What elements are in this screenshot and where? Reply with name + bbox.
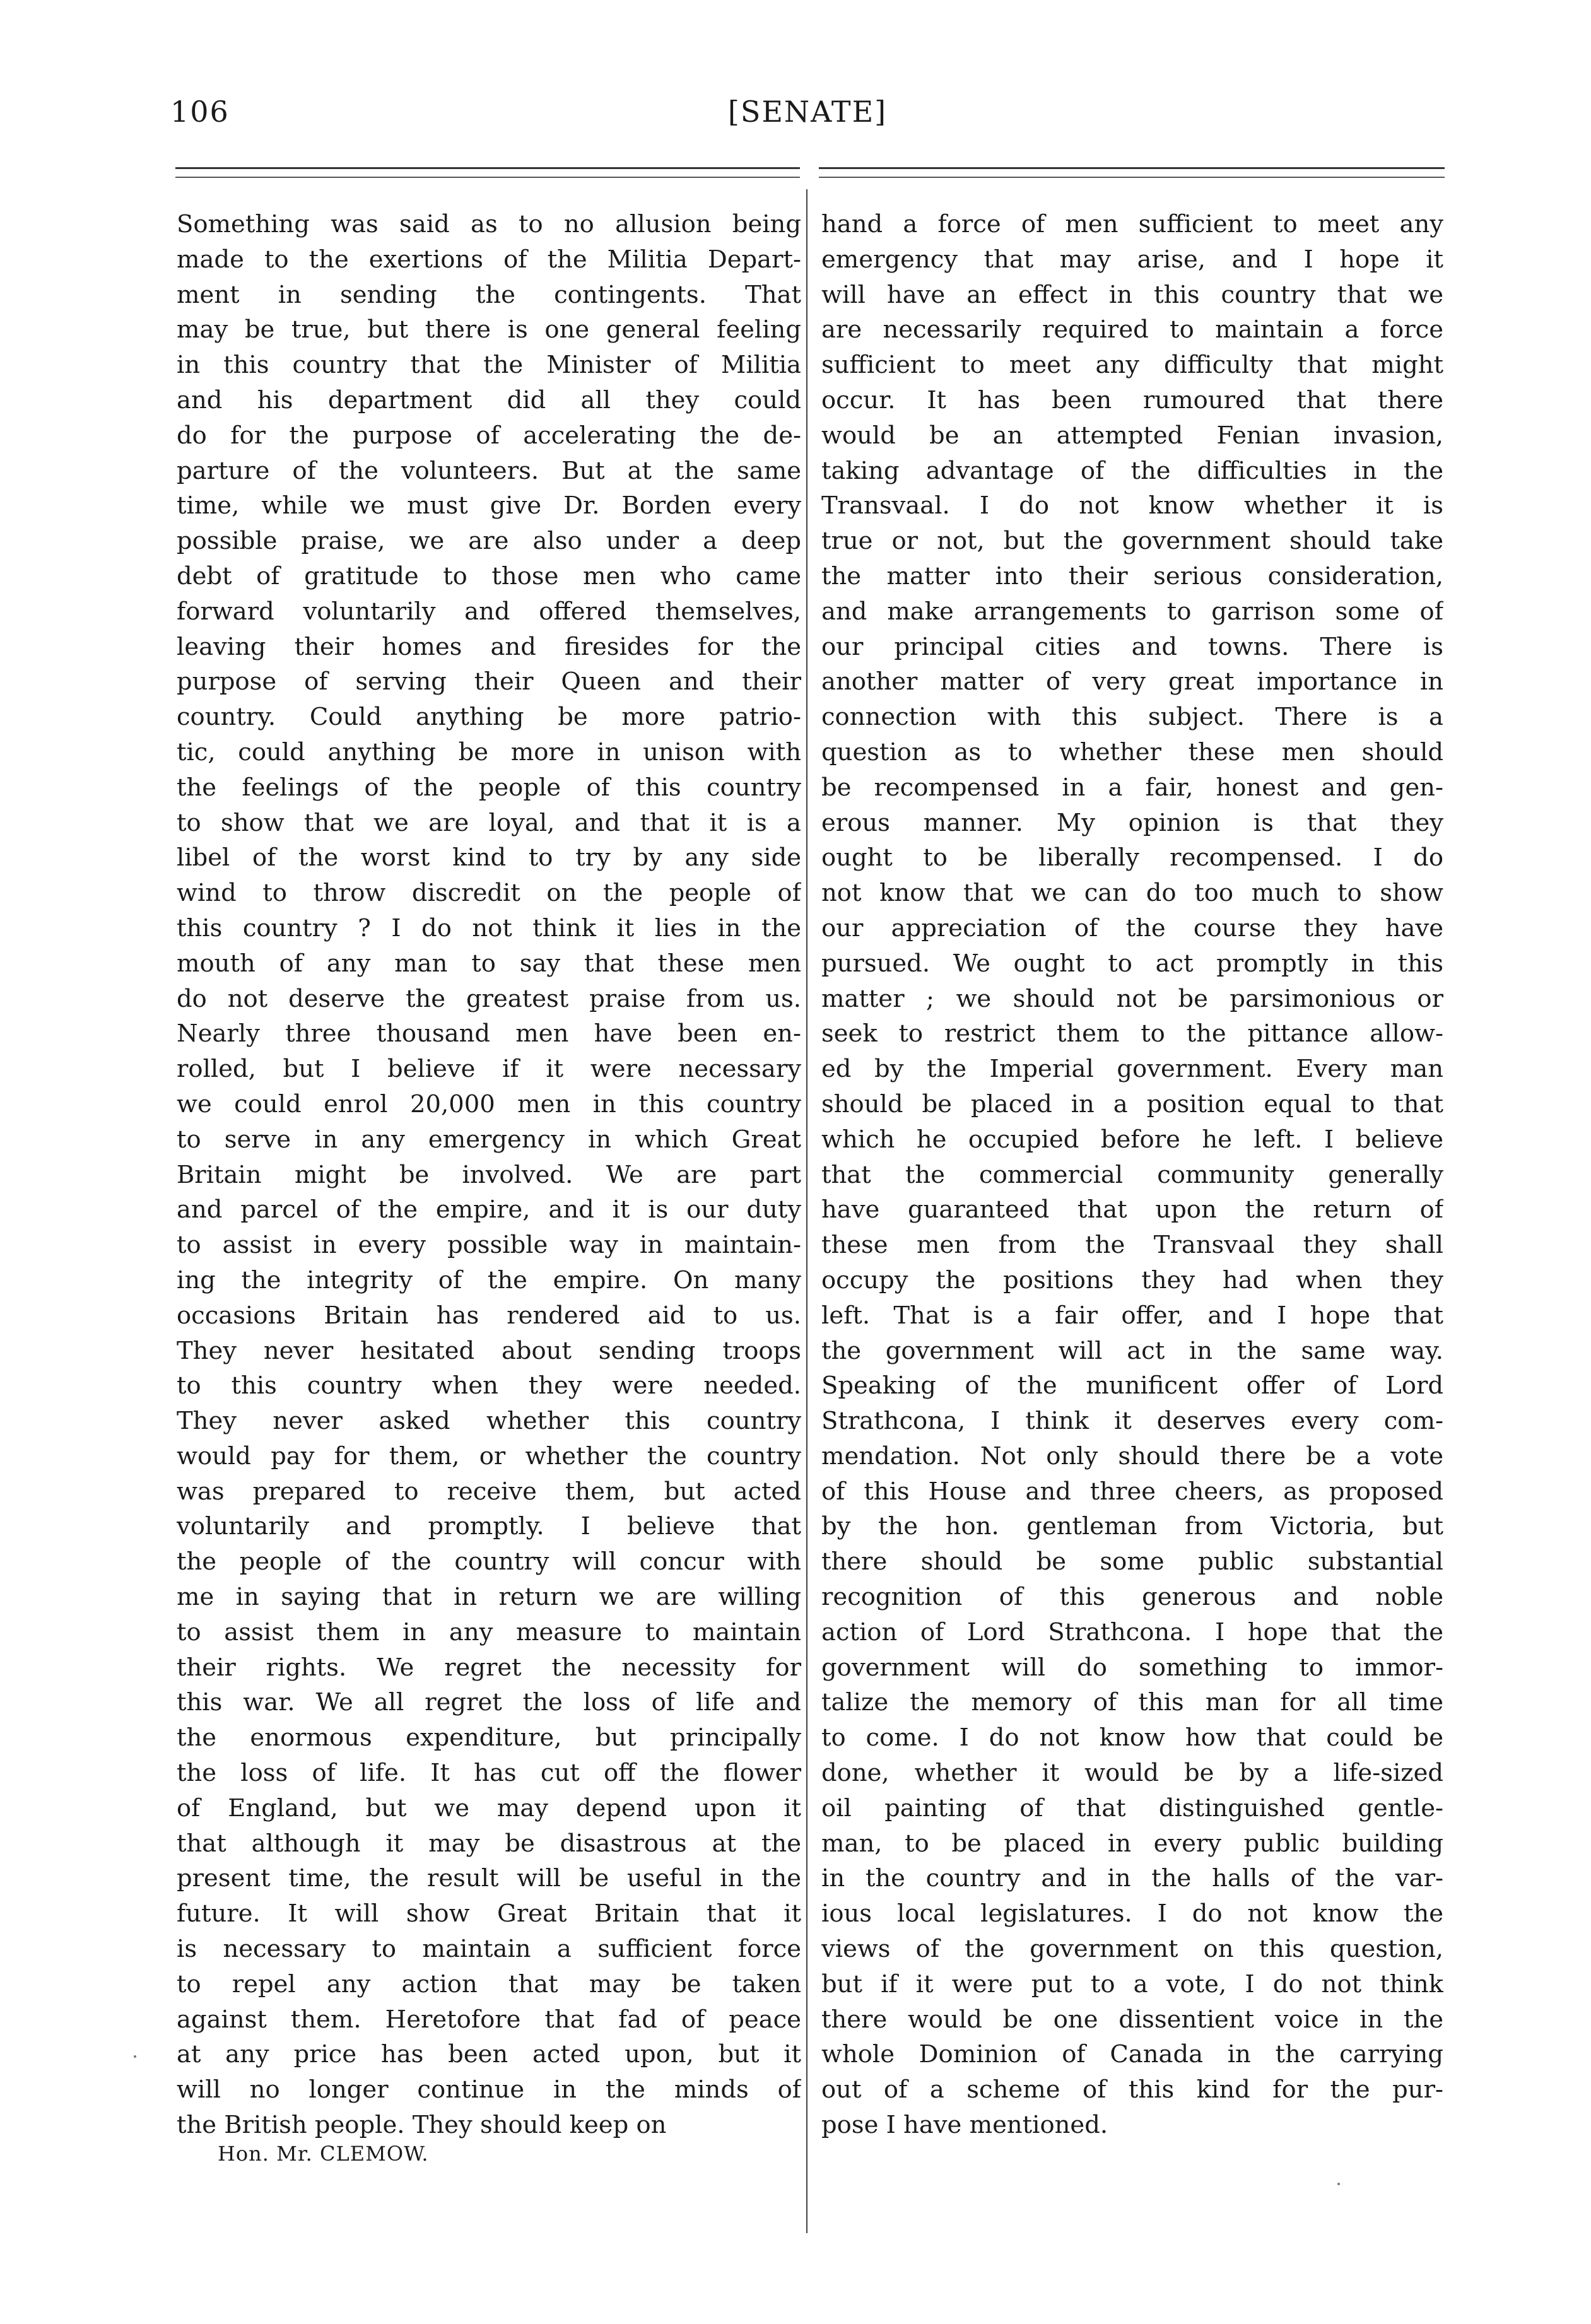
text-line: oil painting of that distinguished gentle- — [821, 1793, 1443, 1822]
text-line: forward voluntarily and offered themselves, — [177, 597, 801, 626]
text-line: will no longer continue in the minds of — [177, 2075, 801, 2104]
text-line: ing the integrity of the empire. On many — [177, 1265, 801, 1294]
speaker-footer: Hon. Mr. CLEMOW. — [218, 2142, 429, 2166]
text-line: do for the purpose of accelerating the de- — [177, 421, 801, 450]
text-line: in this country that the Minister of Militia — [177, 351, 801, 380]
text-line: which he occupied before he left. I believe — [821, 1125, 1443, 1154]
text-line: was prepared to receive them, but acted — [177, 1477, 801, 1506]
text-line: another matter of very great importance in — [821, 667, 1443, 696]
text-line: not know that we can do too much to show — [821, 879, 1443, 908]
text-line: action of Lord Strathcona. I hope that the — [821, 1617, 1443, 1646]
text-line: the government will act in the same way. — [821, 1336, 1443, 1365]
text-line: Britain might be involved. We are part — [177, 1160, 801, 1189]
text-line: true or not, but the government should take — [821, 527, 1443, 556]
text-line: leaving their homes and firesides for the — [177, 632, 801, 661]
text-line: to show that we are loyal, and that it is a — [177, 808, 801, 837]
speck — [1337, 2183, 1340, 2185]
text-line: Nearly three thousand men have been en- — [177, 1019, 801, 1048]
text-line: talize the memory of this man for all time — [821, 1688, 1443, 1717]
text-line: matter ; we should not be parsimonious or — [821, 984, 1443, 1013]
text-line: will have an effect in this country that we — [821, 280, 1443, 309]
text-line: ment in sending the contingents. That — [177, 280, 801, 309]
text-line: of England, but we may depend upon it — [177, 1793, 801, 1822]
text-line: our principal cities and towns. There is — [821, 632, 1443, 661]
text-line: do not deserve the greatest praise from us. — [177, 984, 801, 1013]
text-line: pose I have mentioned. — [821, 2111, 1108, 2140]
right-column — [821, 207, 1443, 2143]
header-rule-left — [175, 167, 800, 169]
text-line: voluntarily and promptly. I believe that — [177, 1512, 801, 1541]
text-line: rolled, but I believe if it were necessary — [177, 1055, 801, 1084]
text-line: erous manner. My opinion is that they — [821, 808, 1443, 837]
text-line: whole Dominion of Canada in the carrying — [821, 2040, 1443, 2069]
text-line: that although it may be disastrous at the — [177, 1829, 801, 1858]
text-line: this country ? I do not think it lies in the — [177, 913, 801, 942]
text-line: by the hon. gentleman from Victoria, but — [821, 1512, 1443, 1541]
text-line: to assist in every possible way in maintain- — [177, 1231, 801, 1260]
text-line: at any price has been acted upon, but it — [177, 2040, 801, 2069]
text-line: possible praise, we are also under a deep — [177, 527, 801, 556]
text-line: mouth of any man to say that these men — [177, 949, 801, 978]
header-rule-right-thin — [819, 177, 1445, 178]
text-line: mendation. Not only should there be a vote — [821, 1441, 1443, 1470]
text-line: the matter into their serious consideration, — [821, 561, 1443, 590]
text-line: libel of the worst kind to try by any side — [177, 843, 801, 872]
text-line: this war. We all regret the loss of life and — [177, 1688, 801, 1717]
text-line: Strathcona, I think it deserves every com- — [821, 1407, 1443, 1436]
text-line: to this country when they were needed. — [177, 1371, 801, 1400]
text-line: of this House and three cheers, as proposed — [821, 1477, 1443, 1506]
page-header — [170, 95, 1445, 145]
speck — [134, 2055, 136, 2058]
text-line: present time, the result will be useful in the — [177, 1864, 801, 1893]
text-line: man, to be placed in every public building — [821, 1829, 1443, 1858]
text-line: to come. I do not know how that could be — [821, 1723, 1443, 1752]
header-rule-left-thin — [175, 177, 800, 178]
text-line: made to the exertions of the Militia Depart- — [177, 245, 801, 274]
text-line: purpose of serving their Queen and their — [177, 667, 801, 696]
text-line: taking advantage of the difficulties in the — [821, 456, 1443, 485]
text-line: but if it were put to a vote, I do not think — [821, 1969, 1443, 1998]
text-line: out of a scheme of this kind for the pur- — [821, 2075, 1443, 2104]
text-line: may be true, but there is one general feeling — [177, 315, 801, 344]
text-line: ed by the Imperial government. Every man — [821, 1055, 1443, 1084]
text-line: government will do something to immor- — [821, 1653, 1443, 1682]
text-line: recognition of this generous and noble — [821, 1583, 1443, 1612]
text-line: the people of the country will concur with — [177, 1547, 801, 1576]
text-line: left. That is a fair offer, and I hope that — [821, 1301, 1443, 1330]
text-line: have guaranteed that upon the return of — [821, 1195, 1443, 1224]
text-line: the British people. They should keep on — [177, 2111, 667, 2140]
text-line: They never hesitated about sending troops — [177, 1336, 801, 1365]
text-line: their rights. We regret the necessity for — [177, 1653, 801, 1682]
text-line: ought to be liberally recompensed. I do — [821, 843, 1443, 872]
text-line: to serve in any emergency in which Great — [177, 1125, 801, 1154]
text-line: occur. It has been rumoured that there — [821, 385, 1443, 414]
text-line: and make arrangements to garrison some of — [821, 597, 1443, 626]
text-line: debt of gratitude to those men who came — [177, 561, 801, 590]
text-line: there should be some public substantial — [821, 1547, 1443, 1576]
text-line: parture of the volunteers. But at the same — [177, 456, 801, 485]
column-divider — [806, 189, 807, 2233]
text-line: views of the government on this question, — [821, 1935, 1443, 1964]
text-line: emergency that may arise, and I hope it — [821, 245, 1443, 274]
running-head: [SENATE] — [727, 95, 888, 129]
text-line: pursued. We ought to act promptly in this — [821, 949, 1443, 978]
left-column — [177, 207, 801, 2143]
text-line: occupy the positions they had when they — [821, 1265, 1443, 1294]
text-line: Speaking of the munificent offer of Lord — [821, 1371, 1443, 1400]
text-line: to assist them in any measure to maintain — [177, 1617, 801, 1646]
text-line: sufficient to meet any difficulty that might — [821, 351, 1443, 380]
text-line: and parcel of the empire, and it is our duty — [177, 1195, 801, 1224]
text-line: and his department did all they could — [177, 385, 801, 414]
text-line: be recompensed in a fair, honest and gen- — [821, 773, 1443, 802]
text-line: done, whether it would be by a life-sized — [821, 1759, 1443, 1788]
text-line: should be placed in a position equal to that — [821, 1089, 1443, 1118]
text-line: we could enrol 20,000 men in this country — [177, 1089, 801, 1118]
text-line: country. Could anything be more patrio- — [177, 703, 801, 732]
text-line: future. It will show Great Britain that it — [177, 1899, 801, 1928]
text-line: against them. Heretofore that fad of peace — [177, 2005, 801, 2034]
text-line: They never asked whether this country — [177, 1407, 801, 1436]
header-rule-right — [819, 167, 1445, 169]
text-line: there would be one dissentient voice in the — [821, 2005, 1443, 2034]
text-line: wind to throw discredit on the people of — [177, 879, 801, 908]
text-line: seek to restrict them to the pittance allow- — [821, 1019, 1443, 1048]
page-number: 106 — [170, 95, 230, 129]
text-line: to repel any action that may be taken — [177, 1969, 801, 1998]
text-line: me in saying that in return we are willing — [177, 1583, 801, 1612]
text-line: would pay for them, or whether the country — [177, 1441, 801, 1470]
text-line: occasions Britain has rendered aid to us. — [177, 1301, 801, 1330]
text-line: would be an attempted Fenian invasion, — [821, 421, 1443, 450]
text-line: question as to whether these men should — [821, 737, 1443, 766]
text-line: tic, could anything be more in unison with — [177, 737, 801, 766]
text-line: the loss of life. It has cut off the flower — [177, 1759, 801, 1788]
text-line: are necessarily required to maintain a force — [821, 315, 1443, 344]
text-line: these men from the Transvaal they shall — [821, 1231, 1443, 1260]
text-line: the feelings of the people of this country — [177, 773, 801, 802]
text-line: time, while we must give Dr. Borden every — [177, 491, 801, 520]
text-line: in the country and in the halls of the var- — [821, 1864, 1443, 1893]
text-line: Something was said as to no allusion being — [177, 210, 801, 238]
text-line: the enormous expenditure, but principally — [177, 1723, 801, 1752]
text-line: our appreciation of the course they have — [821, 913, 1443, 942]
text-line: Transvaal. I do not know whether it is — [821, 491, 1443, 520]
text-line: is necessary to maintain a sufficient force — [177, 1935, 801, 1964]
text-line: connection with this subject. There is a — [821, 703, 1443, 732]
text-line: ious local legislatures. I do not know the — [821, 1899, 1443, 1928]
text-line: hand a force of men sufficient to meet any — [821, 210, 1443, 238]
text-line: that the commercial community generally — [821, 1160, 1443, 1189]
